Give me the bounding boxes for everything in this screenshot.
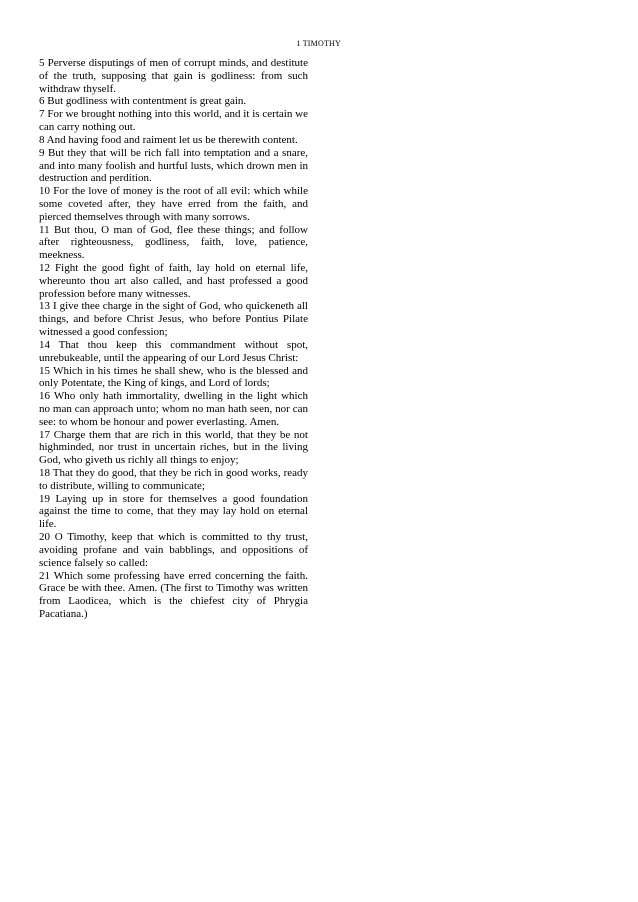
verse-10: 10 For the love of money is the root of all evil: which while some coveted after, they have erred from the faith, and pierced themselves through with many sorrows. <box>39 185 308 223</box>
running-header: 1 TIMOTHY <box>296 39 341 48</box>
verse-6: 6 But godliness with contentment is great gain. <box>39 95 247 108</box>
verse-17: 17 Charge them that are rich in this world, that they be not highminded, nor trust in uncertain riches, but in the living God, who giveth us richly all things to enjoy; <box>39 428 308 467</box>
verse-13: 13 I give thee charge in the sight of God, who quickeneth all things, and before Christ Jesus, who before Pontius Pilate witnessed a good confession; <box>39 300 308 339</box>
verse-column <box>39 57 308 621</box>
verse-11: 11 But thou, O man of God, flee these things; and follow after righteousness, godliness, faith, love, patience, meekness. <box>39 223 308 262</box>
verse-20: 20 O Timothy, keep that which is committed to thy trust, avoiding profane and vain babblings, and oppositions of science falsely so called: <box>39 531 308 569</box>
verse-19: 19 Laying up in store for themselves a good foundation against the time to come, that they may lay hold on eternal life. <box>39 492 308 531</box>
verse-15: 15 Which in his times he shall shew, who is the blessed and only Potentate, the King of kings, and Lord of lords; <box>39 364 308 390</box>
verse-5: 5 Perverse disputings of men of corrupt minds, and destitute of the truth, supposing that gain is godliness: from such withdraw thyself. <box>39 57 308 95</box>
verse-18: 18 That they do good, that they be rich in good works, ready to distribute, willing to communicate; <box>39 467 308 492</box>
verse-12: 12 Fight the good fight of faith, lay hold on eternal life, whereunto thou art also called, and hast professed a good profession before many witnesses. <box>39 262 308 300</box>
verse-14: 14 That thou keep this commandment without spot, unrebukeable, until the appearing of our Lord Jesus Christ: <box>39 338 308 364</box>
verse-21: 21 Which some professing have erred concerning the faith. Grace be with thee. Amen. (The first to Timothy was written from Laodicea, which is the chiefest city of Phrygia Pacatiana.) <box>39 569 308 620</box>
verse-16: 16 Who only hath immortality, dwelling in the light which no man can approach unto; whom no man hath seen, nor can see: to whom be honour and power everlasting. Amen. <box>39 390 308 428</box>
verse-7: 7 For we brought nothing into this world, and it is certain we can carry nothing out. <box>39 108 308 134</box>
verse-8: 8 And having food and raiment let us be therewith content. <box>39 133 298 146</box>
verse-9: 9 But they that will be rich fall into temptation and a snare, and into many foolish and hurtful lusts, which drown men in destruction and perdition. <box>39 146 308 185</box>
